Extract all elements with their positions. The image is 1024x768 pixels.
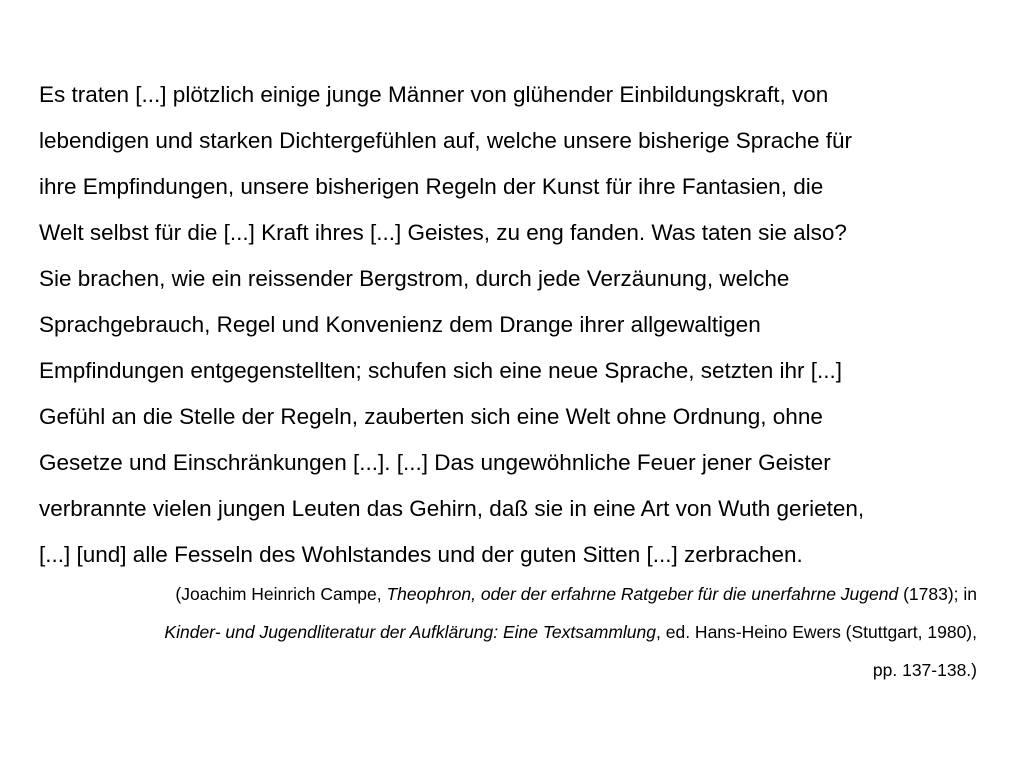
citation-line-1 (39, 578, 977, 616)
quote-line: ihre Empfindungen, unsere bisherigen Regeln der Kunst für ihre Fantasien, die (39, 174, 824, 199)
quote-line: Es traten [...] plötzlich einige junge Männer von glühender Einbildungskraft, von (39, 82, 829, 107)
citation-author: (Joachim Heinrich Campe, (175, 584, 387, 604)
citation-pages: pp. 137-138.) (872, 660, 977, 680)
citation-editor: , ed. Hans-Heino Ewers (Stuttgart, 1980), (656, 622, 977, 642)
quote-line: Welt selbst für die [...] Kraft ihres [...] Geistes, zu eng fanden. Was taten sie also? (39, 220, 847, 245)
quote-line: [...] [und] alle Fesseln des Wohlstandes und der guten Sitten [...] zerbrachen. (39, 542, 803, 567)
citation-line-2 (39, 616, 977, 654)
citation-block (39, 578, 977, 692)
quote-block (39, 72, 999, 578)
citation-book-title: Theophron, oder der erfahrne Ratgeber für die unerfahrne Jugend (386, 584, 899, 604)
citation-anthology-title: Kinder- und Jugendliteratur der Aufklärung: Eine Textsammlung (164, 622, 657, 642)
quote-line: Empfindungen entgegenstellten; schufen sich eine neue Sprache, setzten ihr [...] (39, 358, 843, 383)
citation-year: (1783); in (898, 584, 977, 604)
quote-line: Sprachgebrauch, Regel und Konvenienz dem Drange ihrer allgewaltigen (39, 312, 761, 337)
quote-line: lebendigen und starken Dichtergefühlen auf, welche unsere bisherige Sprache für (39, 128, 853, 153)
quote-line: verbrannte vielen jungen Leuten das Gehirn, daß sie in eine Art von Wuth gerieten, (39, 496, 865, 521)
quote-line: Sie brachen, wie ein reissender Bergstrom, durch jede Verzäunung, welche (39, 266, 790, 291)
quote-line: Gesetze und Einschränkungen [...]. [...] Das ungewöhnliche Feuer jener Geister (39, 450, 831, 475)
quote-line: Gefühl an die Stelle der Regeln, zauberten sich eine Welt ohne Ordnung, ohne (39, 404, 823, 429)
